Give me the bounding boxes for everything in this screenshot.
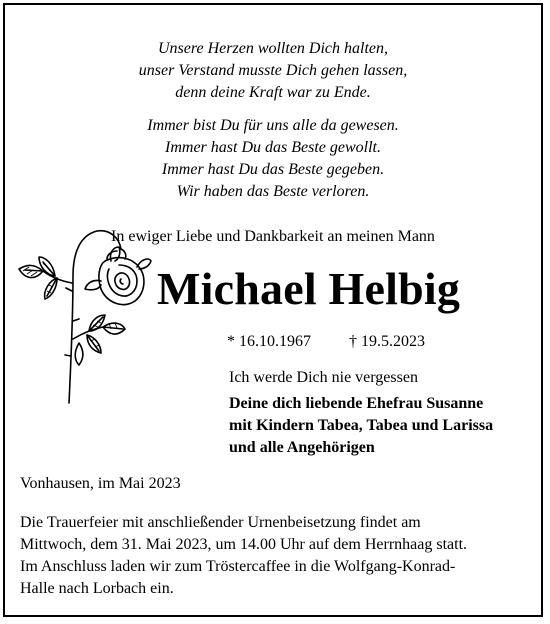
- dedication-line: In ewiger Liebe und Dankbarkeit an meinen Mann: [111, 228, 435, 245]
- ceremony-line: Im Anschluss laden wir zum Tröstercaffee in die Wolfgang-Konrad-: [20, 558, 456, 575]
- mourner-line: und alle Angehörigen: [229, 439, 375, 456]
- poem-stanza-2: [5, 115, 541, 203]
- poem-line: Immer hast Du das Beste gewollt.: [165, 139, 381, 156]
- life-dates: [227, 333, 425, 351]
- ceremony-line: Halle nach Lorbach ein.: [20, 580, 174, 597]
- obituary-notice: [3, 3, 543, 617]
- deceased-name: Michael Helbig: [157, 263, 461, 314]
- ceremony-line: Mittwoch, dem 31. Mai 2023, um 14.00 Uhr auf dem Herrnhaag statt.: [20, 536, 468, 553]
- mourners-list: [229, 393, 493, 459]
- mourner-line: mit Kindern Tabea, Tabea und Larissa: [229, 417, 494, 434]
- poem-line: Immer bist Du für uns alle da gewesen.: [147, 117, 399, 134]
- ceremony-details: [20, 512, 467, 600]
- poem-stanza-1: [5, 38, 541, 104]
- poem-line: unser Verstand musste Dich gehen lassen,: [138, 62, 408, 79]
- personal-message: Ich werde Dich nie vergessen: [229, 369, 418, 386]
- birth-date: * 16.10.1967: [227, 333, 311, 350]
- poem-line: Wir haben das Beste verloren.: [176, 183, 370, 200]
- rose-illustration-icon: [13, 221, 153, 406]
- place-and-date: Vonhausen, im Mai 2023: [20, 475, 181, 492]
- death-date: † 19.5.2023: [349, 333, 425, 350]
- mourner-line: Deine dich liebende Ehefrau Susanne: [229, 395, 484, 412]
- poem-line: Unsere Herzen wollten Dich halten,: [157, 40, 389, 57]
- poem-line: denn deine Kraft war zu Ende.: [175, 84, 371, 101]
- poem-line: Immer hast Du das Beste gegeben.: [161, 161, 385, 178]
- ceremony-line: Die Trauerfeier mit anschließender Urnenbeisetzung findet am: [20, 514, 421, 531]
